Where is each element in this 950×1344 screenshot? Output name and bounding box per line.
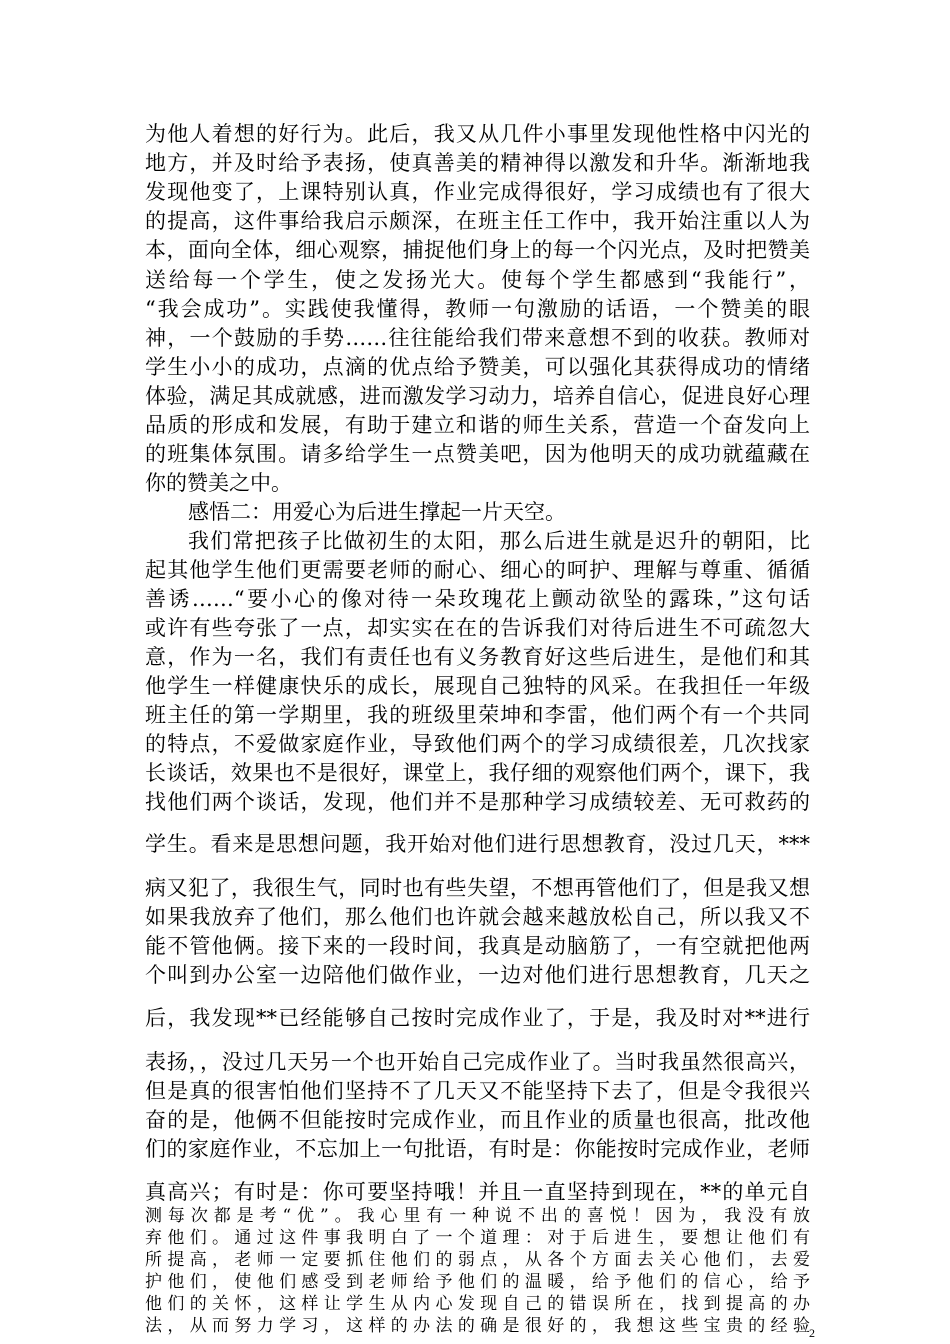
text-line: 测每次都是考“优”。我心里有一种说不出的喜悦！因为，我没有放	[145, 1206, 810, 1226]
text-line: 他们的关怀，这样让学生从内心发现自己的错误所在，找到提高的办	[145, 1294, 810, 1314]
text-line: 法，从而努力学习，这样的办法的确是很好的，我想这些宝贵的经验	[145, 1316, 810, 1336]
text-line: 所提高，老师一定要抓住他们的弱点，从各个方面去关心他们，去爱	[145, 1250, 810, 1270]
text-line: 本，面向全体，细心观察，捕捉他们身上的每一个闪光点，及时把赞美	[145, 238, 810, 262]
text-line: 的班集体氛围。请多给学生一点赞美吧，因为他明天的成功就蕴藏在	[145, 442, 810, 466]
text-line: 或许有些夸张了一点，却实实在在的告诉我们对待后进生不可疏忽大	[145, 616, 810, 640]
page-number: 2	[809, 1326, 815, 1340]
text-line: 但是真的很害怕他们坚持不了几天又不能坚持下去了，但是令我很兴	[145, 1079, 810, 1103]
text-line: 为他人着想的好行为。此后，我又从几件小事里发现他性格中闪光的	[145, 122, 810, 146]
section-heading: 感悟二：用爱心为后进生撑起一片天空。	[188, 500, 566, 524]
text-line: 学生。看来是思想问题，我开始对他们进行思想教育，没过几天，***	[145, 832, 810, 856]
text-line: 能不管他俩。接下来的一段时间，我真是动脑筋了，一有空就把他两	[145, 934, 810, 958]
text-line: 个叫到办公室一边陪他们做作业，一边对他们进行思想教育，几天之	[145, 963, 810, 987]
text-line: 神，一个鼓励的手势……往往能给我们带来意想不到的收获。教师对	[145, 326, 810, 350]
text-line: 起其他学生他们更需要老师的耐心、细心的呵护、理解与尊重、循循	[145, 558, 810, 582]
text-line: 如果我放弃了他们，那么他们也许就会越来越放松自己，所以我又不	[145, 905, 810, 929]
text-line: “我会成功”。实践使我懂得，教师一句激励的话语，一个赞美的眼	[145, 297, 810, 321]
text-line: 奋的是，他俩不但能按时完成作业，而且作业的质量也很高，批改他	[145, 1108, 810, 1132]
text-line: 我们常把孩子比做初生的太阳，那么后进生就是迟升的朝阳，比	[188, 529, 810, 553]
text-line: 地方，并及时给予表扬，使真善美的精神得以激发和升华。渐渐地我	[145, 151, 810, 175]
text-line: 发现他变了，上课特别认真，作业完成得很好，学习成绩也有了很大	[145, 180, 810, 204]
text-line: 长谈话，效果也不是很好，课堂上，我仔细的观察他们两个，课下，我	[145, 761, 810, 785]
text-line: 后，我发现**已经能够自己按时完成作业了，于是，我及时对**进行	[145, 1006, 810, 1030]
text-line: 送给每一个学生，使之发扬光大。使每个学生都感到“我能行”，	[145, 268, 810, 292]
text-line: 体验，满足其成就感，进而激发学习动力，培养自信心，促进良好心理	[145, 384, 810, 408]
text-line: 他学生一样健康快乐的成长，展现自己独特的风采。在我担任一年级	[145, 674, 810, 698]
text-line: 学生小小的成功，点滴的优点给予赞美，可以强化其获得成功的情绪	[145, 355, 810, 379]
text-line: 的特点，不爱做家庭作业，导致他们两个的学习成绩很差，几次找家	[145, 732, 810, 756]
text-line: 找他们两个谈话，发现，他们并不是那种学习成绩较差、无可救药的	[145, 790, 810, 814]
text-line: 弃他们。通过这件事我明白了一个道理：对于后进生，要想让他们有	[145, 1228, 810, 1248]
text-line: 护他们，使他们感受到老师给予他们的温暖，给予他们的信心，给予	[145, 1272, 810, 1292]
text-line: 表扬，，没过几天另一个也开始自己完成作业了。当时我虽然很高兴，	[145, 1050, 810, 1074]
text-line: 你的赞美之中。	[145, 471, 292, 495]
text-line: 真高兴；有时是：你可要坚持哦！并且一直坚持到现在，**的单元自	[145, 1180, 810, 1204]
text-line: 的提高，这件事给我启示颇深，在班主任工作中，我开始注重以人为	[145, 209, 810, 233]
text-line: 们的家庭作业，不忘加上一句批语，有时是：你能按时完成作业，老师	[145, 1137, 810, 1161]
text-line: 善诱……“要小心的像对待一朵玫瑰花上颤动欲坠的露珠，”这句话	[145, 587, 810, 611]
text-line: 病又犯了，我很生气，同时也有些失望，不想再管他们了，但是我又想	[145, 876, 810, 900]
text-line: 班主任的第一学期里，我的班级里荣坤和李雷，他们两个有一个共同	[145, 703, 810, 727]
text-line: 品质的形成和发展，有助于建立和谐的师生关系，营造一个奋发向上	[145, 413, 810, 437]
text-line: 意，作为一名，我们有责任也有义务教育好这些后进生，是他们和其	[145, 645, 810, 669]
